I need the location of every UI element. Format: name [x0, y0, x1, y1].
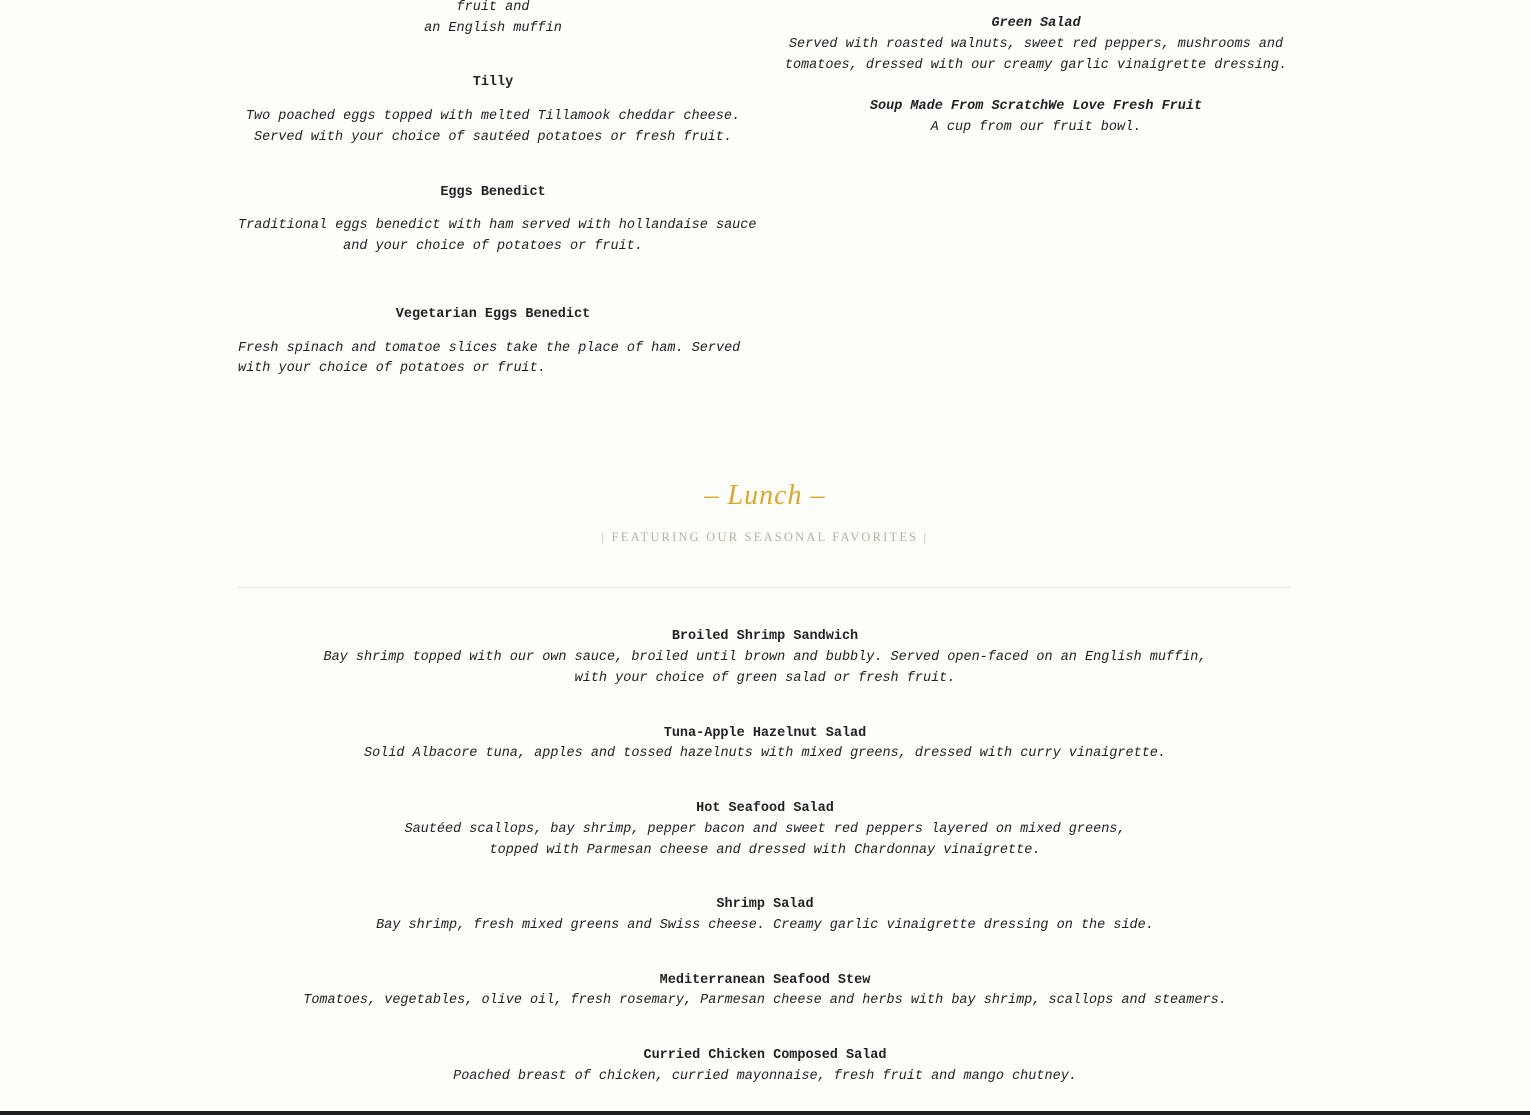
menu-item-description: topped with Parmesan cheese and dressed with Chardonnay vinaigrette.	[489, 843, 1041, 858]
menu-item-description: Sautéed scallops, bay shrimp, pepper bacon and sweet red peppers layered on mixed greens,	[404, 822, 1126, 837]
menu-item-title: Tilly	[472, 75, 514, 90]
menu-item-title: Curried Chicken Composed Salad	[643, 1048, 887, 1063]
menu-item-description: an English muffin	[424, 21, 562, 36]
menu-item-title: Eggs Benedict	[440, 185, 546, 200]
section-divider	[238, 587, 1291, 588]
menu-item-description: and your choice of potatoes or fruit.	[343, 239, 643, 254]
section-subtitle: | FEATURING OUR SEASONAL FAVORITES |	[601, 530, 929, 544]
menu-item-description: Fresh spinach and tomatoe slices take the place of ham. Served	[238, 341, 741, 356]
menu-item-title: Tuna-Apple Hazelnut Salad	[663, 726, 867, 741]
menu-item-description: Served with your choice of sautéed potatoes or fresh fruit.	[254, 130, 732, 145]
menu-item-title: Shrimp Salad	[716, 897, 814, 912]
section-title: – Lunch –	[704, 480, 826, 511]
menu-item-title: Soup Made From ScratchWe Love Fresh Fruit	[869, 99, 1203, 114]
menu-item-description: with your choice of green salad or fresh fruit.	[574, 671, 956, 686]
menu-item-description: tomatoes, dressed with our creamy garlic vinaigrette dressing.	[784, 58, 1288, 73]
menu-item-title: Green Salad	[991, 16, 1081, 31]
menu-item-description: Solid Albacore tuna, apples and tossed hazelnuts with mixed greens, dressed with curry vinaigrette.	[363, 746, 1167, 761]
menu-item-description: Served with roasted walnuts, sweet red peppers, mushrooms and	[788, 37, 1284, 52]
menu-item-description: Tomatoes, vegetables, olive oil, fresh rosemary, Parmesan cheese and herbs with bay shrimp, scallops and steamers.	[303, 993, 1227, 1008]
menu-item-title: Hot Seafood Salad	[696, 801, 834, 816]
menu-item-description: with your choice of potatoes or fruit.	[238, 361, 546, 376]
menu-item-title: Vegetarian Eggs Benedict	[395, 307, 591, 322]
menu-item-description: fruit and	[456, 0, 530, 15]
menu-item-description: Poached breast of chicken, curried mayonnaise, fresh fruit and mango chutney.	[453, 1069, 1077, 1084]
menu-item-description: Bay shrimp, fresh mixed greens and Swiss cheese. Creamy garlic vinaigrette dressing on the side.	[376, 918, 1154, 933]
menu-item-description: Traditional eggs benedict with ham served with hollandaise sauce	[238, 218, 757, 233]
menu-item-description: Two poached eggs topped with melted Tillamook cheddar cheese.	[245, 109, 741, 124]
menu-item-title: Mediterranean Seafood Stew	[659, 973, 871, 988]
menu-item-title: Broiled Shrimp Sandwich	[671, 629, 859, 644]
menu-item-description: Bay shrimp topped with our own sauce, broiled until brown and bubbly. Served open-faced on an English muffin,	[323, 650, 1207, 665]
menu-item-description: A cup from our fruit bowl.	[930, 120, 1142, 135]
footer-bar	[0, 1111, 1530, 1115]
